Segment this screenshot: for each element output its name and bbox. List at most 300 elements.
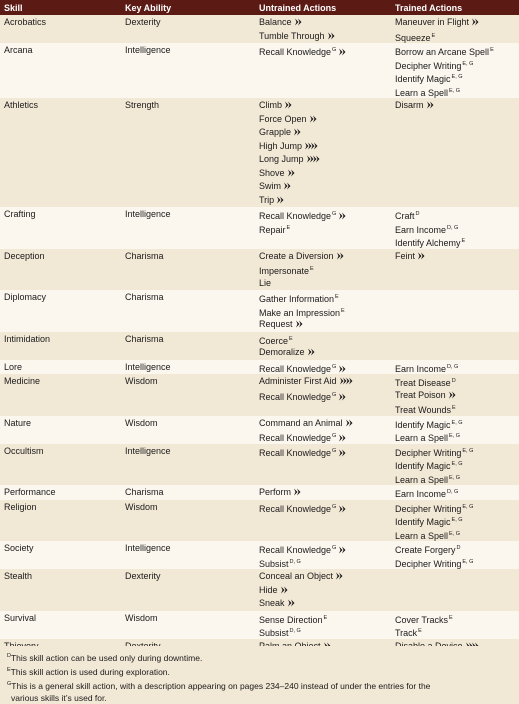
action-name: Decipher Writing [395, 503, 462, 514]
skill-name [0, 43, 121, 98]
action-name: Decipher Writing [395, 558, 462, 569]
action-trait-superscript: E, G [449, 530, 461, 537]
single-action-icon [293, 488, 302, 496]
action-trait-superscript: E [323, 614, 328, 621]
table-row [0, 444, 519, 486]
action-name: Recall Knowledge [259, 447, 332, 458]
untrained-actions-cell [255, 332, 391, 360]
untrained-action [259, 625, 391, 639]
action-name: Recall Knowledge [259, 503, 332, 514]
action-trait-superscript: D, G [447, 489, 459, 495]
key-ability [121, 485, 255, 500]
untrained-action [259, 556, 391, 570]
untrained-action [259, 99, 391, 113]
table-row [0, 416, 519, 444]
key-ability [121, 249, 255, 291]
action-name: Decipher Writing [395, 60, 462, 71]
skill-label: Performance [4, 487, 56, 497]
trained-action [395, 445, 519, 459]
action-trait-superscript: E [449, 614, 453, 621]
skill-name [0, 290, 121, 332]
action-trait-superscript: E [289, 335, 293, 342]
action-name: Administer First Aid [259, 376, 337, 386]
untrained-action [259, 333, 391, 347]
key-ability [121, 360, 255, 375]
untrained-action [259, 44, 391, 58]
trained-actions-cell [391, 98, 519, 207]
untrained-action [259, 361, 391, 375]
footnote-general: $^G$This is a general skill action, with a description appearing on pages 234–240 instead of under the entries for the [7, 681, 431, 691]
key-ability [121, 332, 255, 360]
untrained-actions-cell [255, 98, 391, 207]
untrained-action [259, 30, 391, 44]
action-name: Decipher Writing [395, 447, 462, 458]
action-trait-superscript: E [452, 405, 456, 411]
trained-action [395, 556, 519, 570]
trained-action [395, 250, 519, 264]
two-action-icon [339, 377, 354, 385]
skill-name [0, 569, 121, 611]
table-row [0, 249, 519, 291]
skill-label: Athletics [4, 100, 39, 110]
trained-action [395, 514, 519, 528]
skill-label: Lore [4, 361, 23, 372]
action-name: Recall Knowledge [259, 545, 332, 555]
trained-action [395, 375, 519, 389]
action-name: Identify Alchemy [395, 238, 461, 248]
action-trait-superscript: E [490, 47, 494, 53]
untrained-actions-cell [255, 15, 391, 43]
trained-action [395, 389, 519, 403]
table-header-row [0, 0, 519, 15]
untrained-actions-cell [255, 541, 391, 569]
single-action-icon [471, 18, 480, 26]
table-row [0, 541, 519, 569]
trained-action [395, 472, 519, 486]
action-name: Learn a Spell [395, 433, 449, 443]
trained-action [395, 71, 519, 85]
action-name: Identify Magic [395, 419, 451, 430]
action-trait-superscript: G [332, 433, 337, 439]
action-name: Balance [259, 17, 292, 27]
skill-label: Deception [4, 250, 45, 261]
action-trait-superscript: G [332, 391, 337, 398]
untrained-action [259, 346, 391, 360]
single-action-icon [287, 599, 296, 607]
skill-name [0, 611, 121, 639]
action-trait-superscript: G [332, 545, 337, 551]
action-trait-superscript: D [451, 378, 456, 384]
action-name: Recall Knowledge [259, 47, 332, 57]
table-row [0, 290, 519, 332]
skill-label: Arcana [4, 45, 33, 55]
skill-name [0, 444, 121, 486]
header-trained-actions: Trained Actions [391, 0, 519, 15]
action-name: Request [259, 319, 293, 329]
ability-label: Intelligence [125, 361, 171, 372]
skill-label: Medicine [4, 376, 41, 386]
trained-action [395, 542, 519, 556]
footnote-exploration: $^E$This skill action is used during exploration. [7, 667, 170, 677]
action-trait-superscript: E, G [451, 461, 463, 467]
action-trait-superscript: E [310, 266, 314, 272]
action-name: Recall Knowledge [259, 363, 332, 374]
untrained-action [259, 250, 391, 264]
table-row [0, 569, 519, 611]
action-trait-superscript: G [332, 211, 337, 217]
ability-label: Charisma [125, 333, 164, 344]
skill-name [0, 485, 121, 500]
skill-name [0, 249, 121, 291]
key-ability [121, 43, 255, 98]
ability-label: Intelligence [125, 445, 171, 456]
ability-label: Charisma [125, 250, 164, 261]
single-action-icon [338, 434, 347, 442]
action-name: Make an Impression [259, 307, 341, 318]
table-row [0, 485, 519, 500]
single-action-icon [338, 48, 347, 56]
action-name: Grapple [259, 127, 292, 137]
single-action-icon [345, 419, 354, 427]
action-name: Sneak [259, 598, 285, 608]
header-skill: Skill [0, 0, 121, 15]
action-name: Recall Knowledge [259, 433, 332, 443]
untrained-action [259, 263, 391, 277]
action-name: Lie [259, 277, 272, 288]
untrained-action [259, 305, 391, 319]
ability-label: Wisdom [125, 376, 158, 386]
action-trait-superscript: E, G [451, 517, 463, 523]
key-ability [121, 611, 255, 639]
action-name: Track [395, 628, 418, 638]
action-name: Treat Disease [395, 378, 451, 388]
action-name: Disarm [395, 100, 424, 110]
trained-actions-cell [391, 360, 519, 375]
key-ability [121, 500, 255, 542]
skill-label: Religion [4, 501, 37, 512]
single-action-icon [338, 505, 347, 513]
action-name: Feint [395, 250, 416, 261]
skill-label: Nature [4, 417, 32, 428]
action-trait-superscript: D, G [447, 363, 459, 370]
untrained-action [259, 277, 391, 291]
single-action-icon [338, 546, 347, 554]
single-action-icon [307, 348, 316, 356]
untrained-action [259, 417, 391, 431]
single-action-icon [327, 32, 336, 40]
trained-action [395, 417, 519, 431]
untrained-actions-cell [255, 611, 391, 639]
table-row [0, 332, 519, 360]
action-trait-superscript: E, G [462, 503, 474, 510]
single-action-icon [417, 252, 426, 260]
trained-action [395, 625, 519, 639]
table-row [0, 207, 519, 249]
key-ability [121, 98, 255, 207]
action-trait-superscript: E, G [462, 60, 474, 67]
action-name: Impersonate [259, 266, 310, 276]
footnotes [0, 646, 519, 704]
action-name: Earn Income [395, 224, 447, 235]
single-action-icon [294, 18, 303, 26]
untrained-action [259, 430, 391, 444]
trained-action [395, 44, 519, 58]
untrained-action [259, 389, 391, 403]
two-action-icon [306, 155, 321, 163]
trained-actions-cell [391, 249, 519, 291]
skill-name [0, 332, 121, 360]
action-trait-superscript: D, G [289, 628, 301, 634]
trained-actions-cell [391, 332, 519, 360]
table-body [0, 15, 519, 667]
table-row [0, 500, 519, 542]
action-trait-superscript: E, G [449, 87, 461, 94]
untrained-actions-cell [255, 43, 391, 98]
untrained-action [259, 542, 391, 556]
untrained-actions-cell [255, 249, 391, 291]
untrained-action [259, 140, 391, 154]
skill-name [0, 541, 121, 569]
action-trait-superscript: E, G [449, 474, 461, 481]
action-trait-superscript: G [332, 363, 337, 370]
single-action-icon [335, 572, 344, 580]
untrained-action [259, 612, 391, 626]
action-name: Earn Income [395, 489, 447, 499]
skill-name [0, 207, 121, 249]
key-ability [121, 15, 255, 43]
action-name: Borrow an Arcane Spell [395, 47, 490, 57]
two-action-icon [304, 142, 319, 150]
trained-actions-cell [391, 444, 519, 486]
untrained-action [259, 16, 391, 30]
ability-label: Wisdom [125, 501, 158, 512]
trained-action [395, 361, 519, 375]
ability-label: Intelligence [125, 45, 171, 55]
key-ability [121, 290, 255, 332]
trained-action [395, 99, 519, 113]
untrained-action [259, 570, 391, 584]
action-name: Repair [259, 224, 286, 235]
single-action-icon [336, 252, 345, 260]
trained-action [395, 208, 519, 222]
action-name: Create a Diversion [259, 250, 334, 261]
action-trait-superscript: G [332, 447, 337, 454]
skill-label: Acrobatics [4, 17, 47, 27]
trained-action [395, 30, 519, 44]
skill-label: Diplomacy [4, 292, 47, 302]
action-trait-superscript: E [418, 628, 422, 634]
ability-label: Wisdom [125, 612, 158, 623]
ability-label: Strength [125, 100, 160, 110]
single-action-icon [426, 101, 435, 109]
trained-action [395, 58, 519, 72]
action-name: Trip [259, 194, 275, 205]
untrained-actions-cell [255, 485, 391, 500]
action-name: Treat Poison [395, 389, 446, 400]
action-trait-superscript: E, G [451, 74, 463, 80]
trained-actions-cell [391, 569, 519, 611]
key-ability [121, 569, 255, 611]
skill-label: Intimidation [4, 333, 51, 344]
ability-label: Charisma [125, 487, 164, 497]
single-action-icon [283, 182, 292, 190]
action-name: Force Open [259, 113, 307, 124]
trained-action [395, 430, 519, 444]
table-row [0, 15, 519, 43]
untrained-action [259, 194, 391, 208]
trained-action [395, 528, 519, 542]
footnote-general-continued: various skills it’s used for. [11, 693, 107, 703]
action-name: Long Jump [259, 154, 304, 164]
action-name: Identify Magic [395, 517, 451, 527]
trained-action [395, 612, 519, 626]
table-row [0, 374, 519, 416]
trained-actions-cell [391, 43, 519, 98]
untrained-actions-cell [255, 207, 391, 249]
untrained-action [259, 486, 391, 500]
trained-actions-cell [391, 416, 519, 444]
action-trait-superscript: G [332, 503, 337, 510]
untrained-action [259, 291, 391, 305]
single-action-icon [309, 115, 318, 123]
key-ability [121, 444, 255, 486]
action-trait-superscript: E, G [449, 433, 461, 439]
skill-name [0, 15, 121, 43]
action-name: Craft [395, 211, 415, 221]
action-name: Command an Animal [259, 417, 343, 428]
key-ability [121, 374, 255, 416]
action-name: Identify Magic [395, 461, 451, 471]
untrained-action [259, 113, 391, 127]
untrained-action [259, 180, 391, 194]
table-row [0, 360, 519, 375]
trained-action [395, 85, 519, 99]
ability-label: Wisdom [125, 417, 158, 428]
single-action-icon [338, 393, 347, 401]
action-trait-superscript: D [415, 211, 420, 217]
action-name: Shove [259, 167, 285, 178]
untrained-actions-cell [255, 500, 391, 542]
skill-name [0, 374, 121, 416]
single-action-icon [276, 196, 285, 204]
trained-actions-cell [391, 374, 519, 416]
action-name: Coerce [259, 335, 289, 346]
action-trait-superscript: E, G [462, 558, 474, 565]
action-name: Cover Tracks [395, 614, 449, 625]
untrained-action [259, 126, 391, 140]
action-name: Squeeze [395, 32, 431, 43]
untrained-action [259, 167, 391, 181]
single-action-icon [338, 449, 347, 457]
footnote-downtime: $^D$This skill action can be used only during downtime. [7, 653, 203, 663]
trained-actions-cell [391, 500, 519, 542]
action-name: Maneuver in Flight [395, 17, 470, 27]
ability-label: Intelligence [125, 543, 171, 553]
untrained-action [259, 375, 391, 389]
single-action-icon [338, 365, 347, 373]
action-name: Recall Knowledge [259, 211, 332, 221]
trained-actions-cell [391, 290, 519, 332]
action-name: Perform [259, 487, 292, 497]
action-trait-superscript: E, G [462, 447, 474, 454]
skill-name [0, 360, 121, 375]
table-row [0, 43, 519, 98]
untrained-action [259, 153, 391, 167]
key-ability [121, 541, 255, 569]
trained-actions-cell [391, 207, 519, 249]
action-name: Learn a Spell [395, 530, 449, 541]
trained-actions-cell [391, 611, 519, 639]
action-name: Tumble Through [259, 30, 325, 41]
header-untrained-actions: Untrained Actions [255, 0, 391, 15]
skill-name [0, 98, 121, 207]
trained-action [395, 486, 519, 500]
action-name: Create Forgery [395, 545, 456, 555]
single-action-icon [295, 320, 304, 328]
single-action-icon [293, 128, 302, 136]
action-name: Learn a Spell [395, 87, 449, 98]
action-name: Demoralize [259, 347, 305, 357]
untrained-action [259, 318, 391, 332]
action-name: Gather Information [259, 294, 335, 304]
action-name: Learn a Spell [395, 474, 449, 485]
ability-label: Dexterity [125, 571, 161, 581]
action-name: High Jump [259, 140, 303, 151]
action-name: Subsist [259, 628, 289, 638]
untrained-action [259, 445, 391, 459]
trained-action [395, 235, 519, 249]
skill-label: Occultism [4, 445, 44, 456]
action-name: Conceal an Object [259, 571, 334, 581]
action-name: Earn Income [395, 363, 447, 374]
single-action-icon [284, 101, 293, 109]
untrained-action [259, 584, 391, 598]
trained-actions-cell [391, 485, 519, 500]
trained-action [395, 222, 519, 236]
untrained-action [259, 597, 391, 611]
action-name: Swim [259, 181, 281, 191]
header-key-ability: Key Ability [121, 0, 255, 15]
skill-label: Stealth [4, 571, 33, 581]
key-ability [121, 416, 255, 444]
untrained-actions-cell [255, 290, 391, 332]
key-ability [121, 207, 255, 249]
single-action-icon [280, 586, 289, 594]
action-name: Climb [259, 100, 283, 110]
single-action-icon [448, 391, 457, 399]
trained-actions-cell [391, 15, 519, 43]
untrained-actions-cell [255, 374, 391, 416]
trained-action [395, 458, 519, 472]
action-trait-superscript: E [431, 32, 436, 39]
trained-action [395, 16, 519, 30]
untrained-actions-cell [255, 444, 391, 486]
trained-action [395, 402, 519, 416]
ability-label: Charisma [125, 292, 164, 302]
single-action-icon [338, 212, 347, 220]
action-trait-superscript: D [456, 545, 461, 551]
table-row [0, 611, 519, 639]
ability-label: Dexterity [125, 17, 161, 27]
trained-actions-cell [391, 541, 519, 569]
skill-label: Crafting [4, 209, 36, 219]
table-row [0, 98, 519, 207]
skill-name [0, 500, 121, 542]
untrained-actions-cell [255, 360, 391, 375]
action-trait-superscript: G [332, 47, 337, 53]
ability-label: Intelligence [125, 209, 171, 219]
action-trait-superscript: E [286, 224, 291, 231]
